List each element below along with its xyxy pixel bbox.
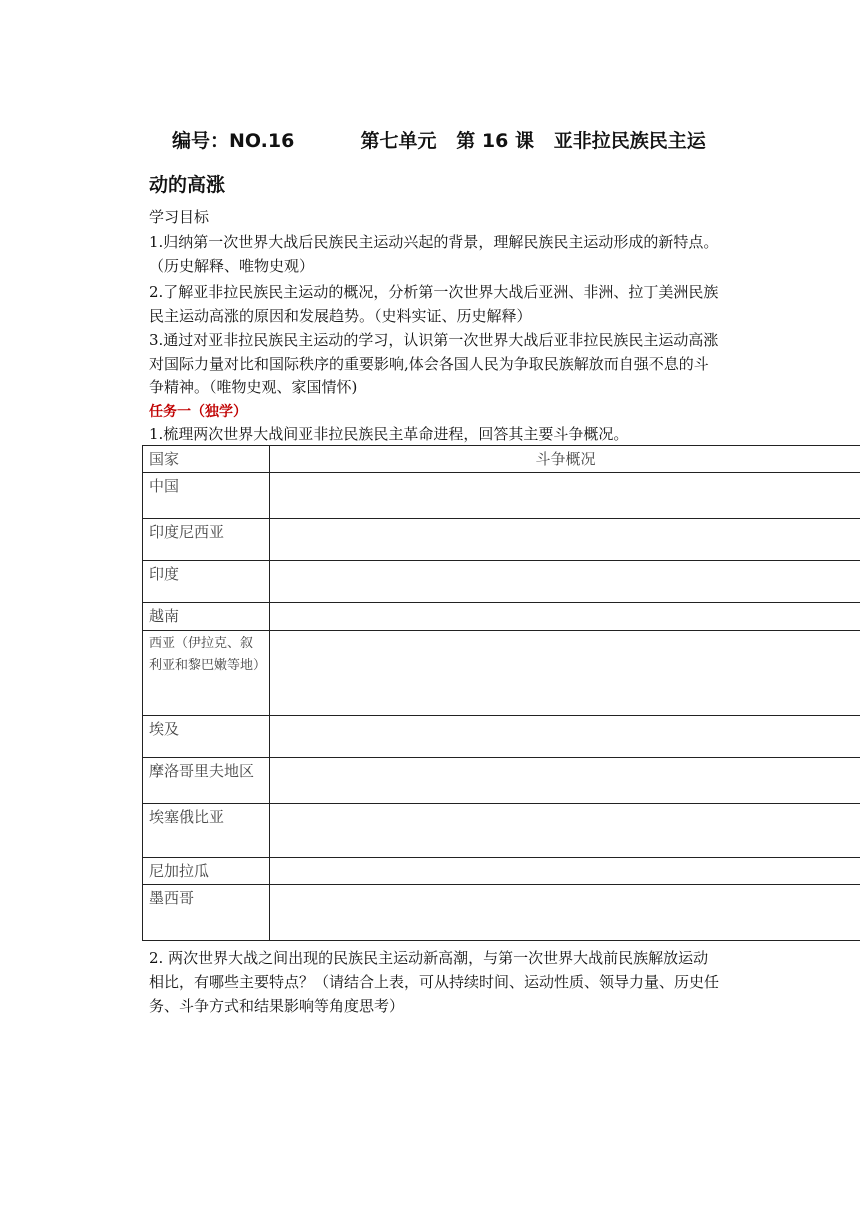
row-overview-cell[interactable] [270,716,860,758]
row-overview-cell[interactable] [270,473,860,519]
table-row [143,885,860,941]
header-overview: 斗争概况 [270,446,860,473]
table-row [143,858,860,885]
row-country: 埃塞俄比亚 [143,804,270,858]
row-country: 越南 [143,603,270,631]
header-country: 国家 [143,446,270,473]
row-overview-cell[interactable] [270,603,860,631]
lesson-title-line1: 编号：NO.16 第七单元 第 16 课 亚非拉民族民主运 [172,130,706,152]
row-overview-cell[interactable] [270,519,860,561]
table-row [143,519,860,561]
row-country: 摩洛哥里夫地区 [143,758,270,804]
task1-heading: 任务一（独学） [149,404,247,420]
row-country: 西亚（伊拉克、叙利亚和黎巴嫩等地） [143,631,270,716]
table-row [143,603,860,631]
row-country: 尼加拉瓜 [143,858,270,885]
row-country: 墨西哥 [143,885,270,941]
table-row [143,804,860,858]
task1-question-2: 2. 两次世界大战之间出现的民族民主运动新高潮，与第一次世界大战前民族解放运动相比，有哪些主要特点？（请结合上表，可从持续时间、运动性质、领导力量、历史任务、斗争方式和结果影响等角度思考） [149,949,720,1015]
row-overview-cell[interactable] [270,885,860,941]
table-row [143,473,860,519]
row-overview-cell[interactable] [270,804,860,858]
table-header-row [143,446,860,473]
objectives-heading: 学习目标 [149,208,210,226]
table-row [143,758,860,804]
row-overview-cell[interactable] [270,858,860,885]
row-overview-cell[interactable] [270,631,860,716]
row-overview-cell[interactable] [270,561,860,603]
row-country: 中国 [143,473,270,519]
table-row [143,631,860,716]
row-country: 印度尼西亚 [143,519,270,561]
objective-item-1: 1.归纳第一次世界大战后民族民主运动兴起的背景，理解民族民主运动形成的新特点。（历史解释、唯物史观） [149,233,719,275]
table-row [143,716,860,758]
objective-item-3: 3.通过对亚非拉民族民主运动的学习，认识第一次世界大战后亚非拉民族民主运动高涨对国际力量对比和国际秩序的重要影响,体会各国人民为争取民族解放而自强不息的斗争精神。（唯物史观、家国情怀) [149,331,719,396]
task1-question-1: 1.梳理两次世界大战间亚非拉民族民主革命进程，回答其主要斗争概况。 [149,425,629,443]
table-row [143,561,860,603]
row-overview-cell[interactable] [270,758,860,804]
struggle-table [142,445,860,941]
row-country: 埃及 [143,716,270,758]
lesson-title-line2: 动的高涨 [149,174,226,196]
row-country: 印度 [143,561,270,603]
objective-item-2: 2.了解亚非拉民族民主运动的概况，分析第一次世界大战后亚洲、非洲、拉丁美洲民族民主运动高涨的原因和发展趋势。（史料实证、历史解释） [149,283,719,325]
